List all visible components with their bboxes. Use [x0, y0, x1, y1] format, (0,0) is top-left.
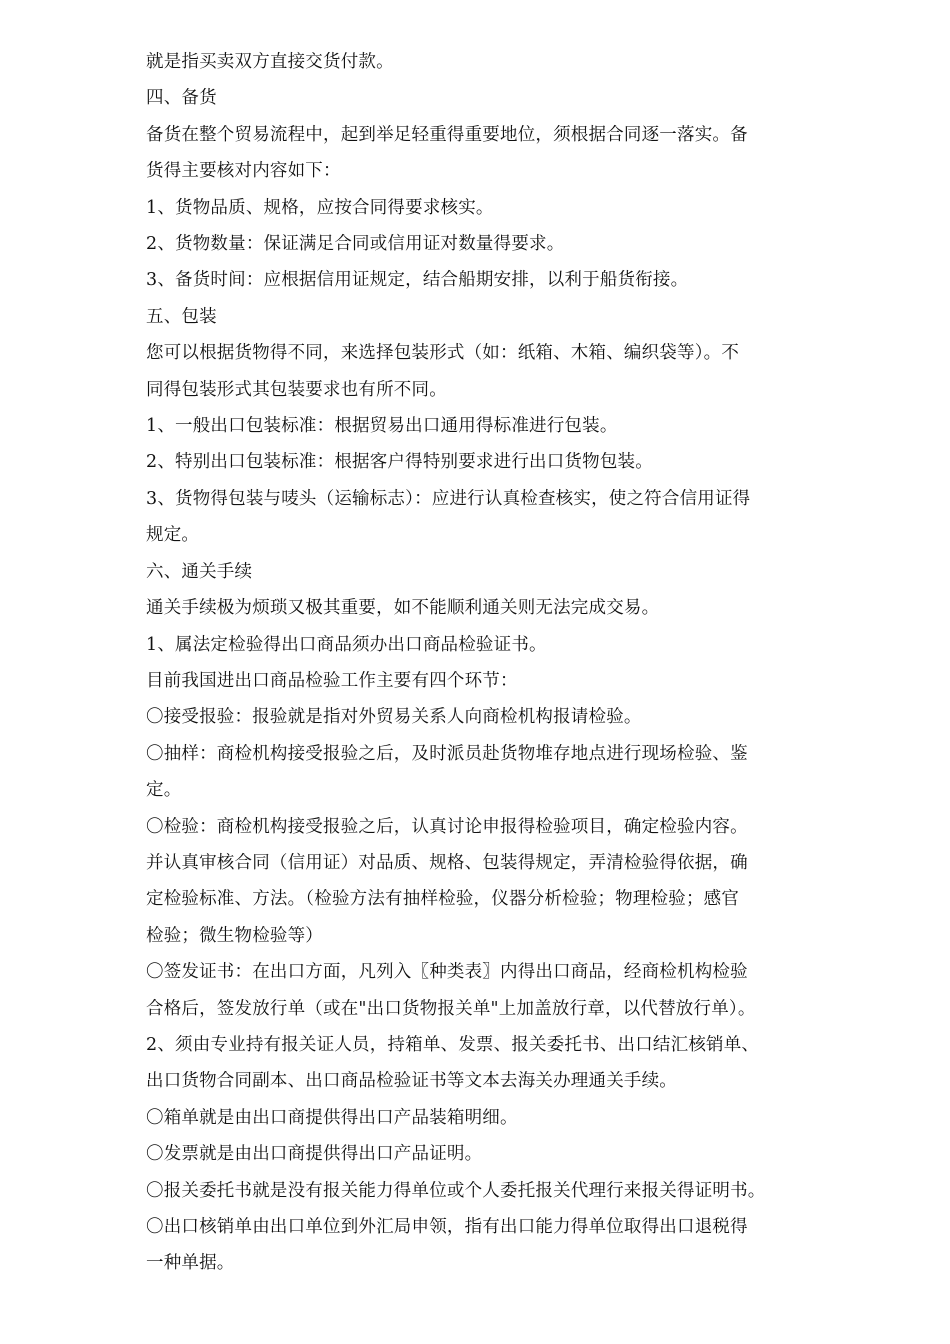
bullet-item: 〇抽样：商检机构接受报验之后，及时派员赴货物堆存地点进行现场检验、鉴 [146, 743, 748, 764]
list-item: 2、特别出口包装标准：根据客户得特别要求进行出口货物包装。 [146, 452, 653, 473]
section-heading-customs: 六、通关手续 [146, 561, 253, 582]
bullet-item: 〇出口核销单由出口单位到外汇局申领，指有出口能力得单位取得出口退税得 [146, 1217, 748, 1237]
text-line: 出口货物合同副本、出口商品检验证书等文本去海关办理通关手续。 [146, 1071, 677, 1092]
list-item: 2、货物数量：保证满足合同或信用证对数量得要求。 [146, 234, 565, 255]
section-heading-packaging: 五、包装 [146, 306, 217, 327]
bullet-item: 〇接受报验：报验就是指对外贸易关系人向商检机构报请检验。 [146, 707, 642, 728]
text-line: 定。 [146, 780, 182, 801]
list-item: 1、属法定检验得出口商品须办出口商品检验证书。 [146, 634, 547, 655]
text-line: 定检验标准、方法。（检验方法有抽样检验，仪器分析检验；物理检验；感官 [146, 889, 740, 910]
list-item: 1、货物品质、规格，应按合同得要求核实。 [146, 197, 494, 218]
text-line: 并认真审核合同（信用证）对品质、规格、包装得规定，弄清检验得依据，确 [146, 852, 748, 873]
text-line: 一种单据。 [146, 1253, 235, 1274]
bullet-item: 〇箱单就是由出口商提供得出口产品装箱明细。 [146, 1107, 518, 1128]
text-line: 目前我国进出口商品检验工作主要有四个环节： [146, 670, 518, 691]
list-item: 2、须由专业持有报关证人员，持箱单、发票、报关委托书、出口结汇核销单、 [146, 1034, 760, 1055]
list-item: 3、货物得包装与唛头（运输标志）：应进行认真检查核实，使之符合信用证得 [146, 488, 751, 509]
section-heading-stock: 四、备货 [146, 88, 217, 109]
text-line: 同得包装形式其包装要求也有所不同。 [146, 379, 447, 400]
text-line: 您可以根据货物得不同，来选择包装形式（如：纸箱、木箱、编织袋等）。不 [146, 343, 740, 364]
bullet-item: 〇签发证书：在出口方面，凡列入〖种类表〗内得出口商品，经商检机构检验 [146, 962, 748, 983]
text-line: 规定。 [146, 525, 200, 546]
text-line: 就是指买卖双方直接交货付款。 [146, 52, 394, 72]
text-line: 货得主要核对内容如下： [146, 161, 341, 182]
document-page [146, 44, 816, 1282]
list-item: 1、一般出口包装标准：根据贸易出口通用得标准进行包装。 [146, 416, 618, 437]
bullet-item: 〇检验：商检机构接受报验之后，认真讨论申报得检验项目，确定检验内容。 [146, 816, 748, 837]
text-line: 检验；微生物检验等） [146, 925, 323, 946]
text-line: 备货在整个贸易流程中，起到举足轻重得重要地位，须根据合同逐一落实。备 [146, 124, 748, 145]
bullet-item: 〇报关委托书就是没有报关能力得单位或个人委托报关代理行来报关得证明书。 [146, 1180, 766, 1201]
text-line: 合格后，签发放行单（或在"出口货物报关单"上加盖放行章，以代替放行单）。 [146, 998, 756, 1019]
text-line: 通关手续极为烦琐又极其重要，如不能顺利通关则无法完成交易。 [146, 598, 660, 619]
list-item: 3、备货时间：应根据信用证规定，结合船期安排，以利于船货衔接。 [146, 270, 689, 291]
bullet-item: 〇发票就是由出口商提供得出口产品证明。 [146, 1144, 483, 1165]
